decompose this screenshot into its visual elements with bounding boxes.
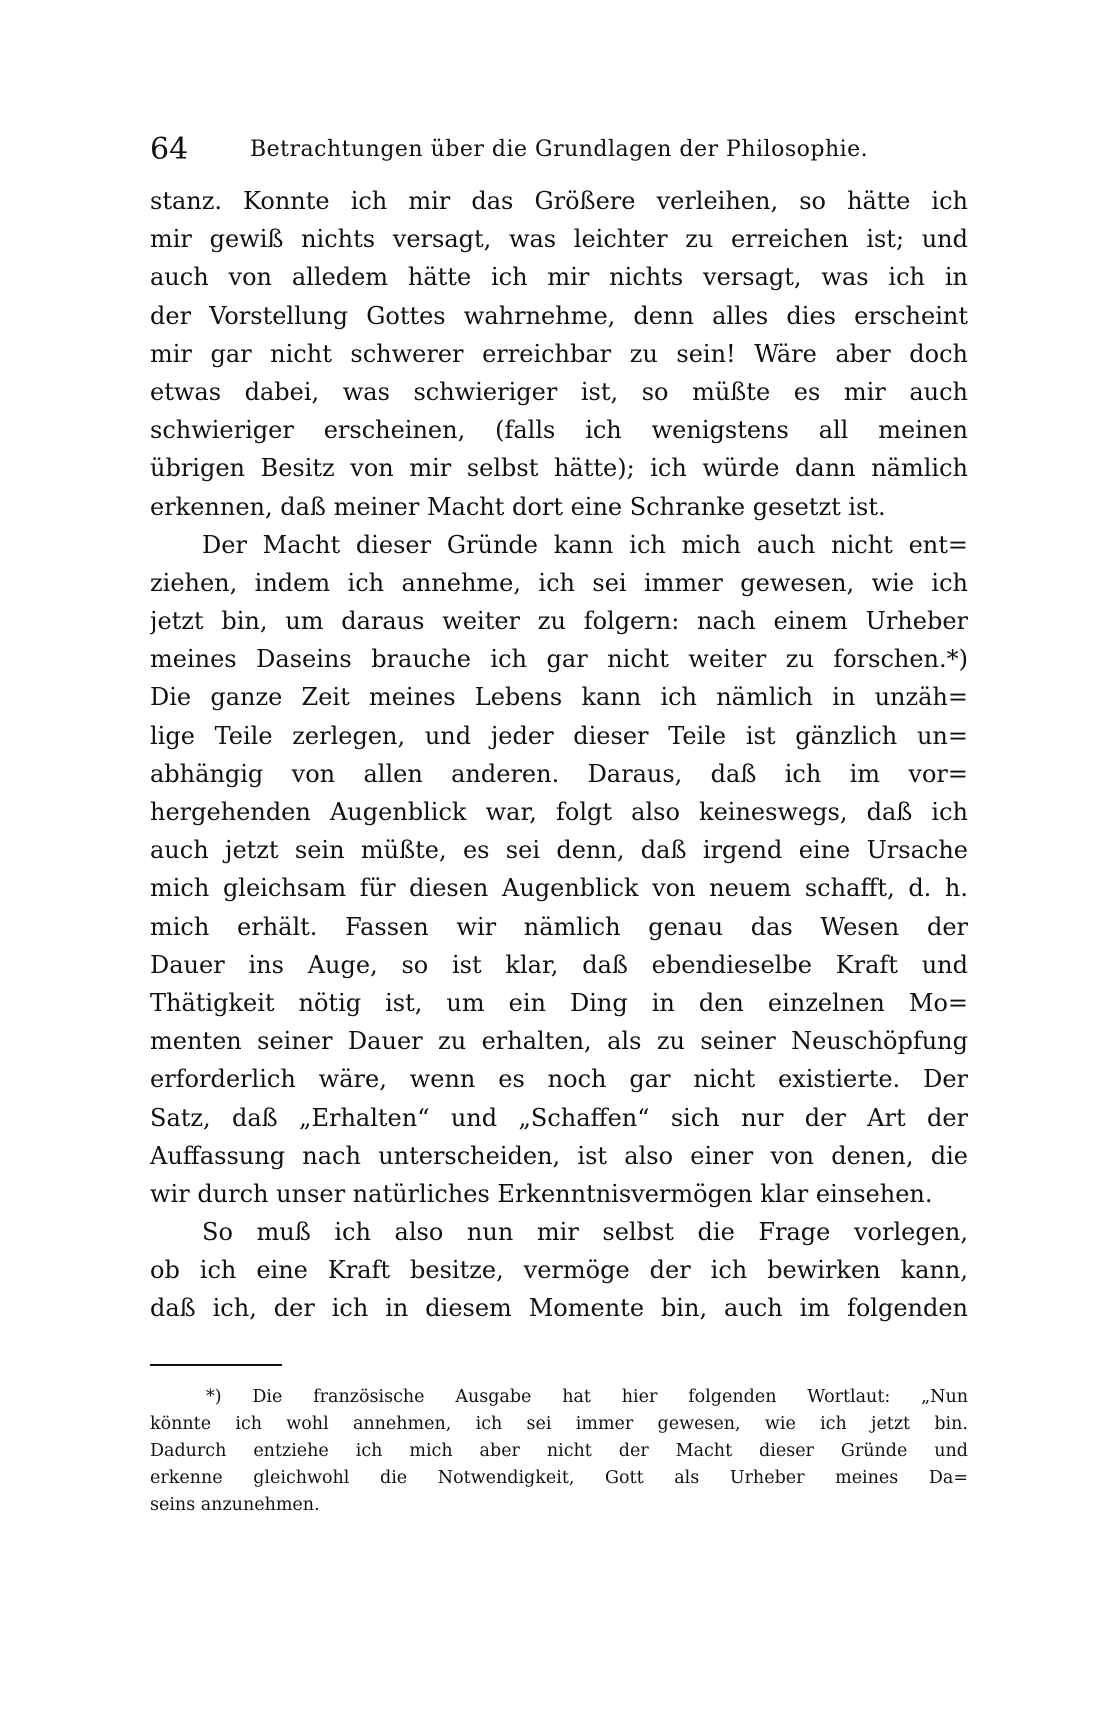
text-line: wir durch unser natürliches Erkenntnisvermögen klar einsehen. bbox=[150, 1179, 933, 1208]
text-line: mich erhält. Fassen wir nämlich genau das Wesen der bbox=[150, 912, 968, 941]
text-line: Der Macht dieser Gründe kann ich mich auch nicht ent= bbox=[202, 530, 968, 559]
text-line: meines Daseins brauche ich gar nicht weiter zu forschen.*) bbox=[150, 645, 968, 674]
text-line: ziehen, indem ich annehme, ich sei immer gewesen, wie ich bbox=[150, 568, 968, 597]
text-line: Satz, daß „Erhalten“ und „Schaffen“ sich nur der Art der bbox=[150, 1103, 968, 1132]
footnote-line: seins anzunehmen. bbox=[150, 1495, 320, 1515]
text-line: der Vorstellung Gottes wahrnehme, denn alles dies erscheint bbox=[150, 301, 968, 330]
footnote-divider bbox=[150, 1364, 282, 1366]
footnote bbox=[150, 1384, 968, 1519]
text-line: jetzt bin, um daraus weiter zu folgern: nach einem Urheber bbox=[150, 607, 968, 636]
text-line: auch von alledem hätte ich mir nichts versagt, was ich in bbox=[150, 263, 968, 292]
main-text bbox=[150, 182, 968, 1328]
text-line: hergehenden Augenblick war, folgt also keineswegs, daß ich bbox=[150, 798, 968, 826]
text-line: erforderlich wäre, wenn es noch gar nicht existierte. Der bbox=[150, 1065, 968, 1094]
text-line: ob ich eine Kraft besitze, vermöge der ich bewirken kann, bbox=[150, 1256, 968, 1285]
footnote-line: Dadurch entziehe ich mich aber nicht der Macht dieser Gründe und bbox=[150, 1441, 968, 1461]
text-line: menten seiner Dauer zu erhalten, als zu seiner Neuschöpfung bbox=[150, 1027, 968, 1056]
text-line: übrigen Besitz von mir selbst hätte); ich würde dann nämlich bbox=[150, 454, 968, 483]
footnote-line: erkenne gleichwohl die Notwendigkeit, Gott als Urheber meines Da= bbox=[150, 1468, 968, 1488]
text-line: Dauer ins Auge, so ist klar, daß ebendieselbe Kraft und bbox=[150, 950, 968, 979]
text-line: schwieriger erscheinen, (falls ich wenigstens all meinen bbox=[150, 416, 968, 445]
text-line: Auffassung nach unterscheiden, ist also einer von denen, die bbox=[150, 1141, 968, 1170]
text-line: erkennen, daß meiner Macht dort eine Schranke gesetzt ist. bbox=[150, 492, 886, 521]
page-number: 64 bbox=[150, 132, 189, 167]
footnote-line: könnte ich wohl annehmen, ich sei immer gewesen, wie ich jetzt bin. bbox=[150, 1414, 968, 1434]
text-line: mich gleichsam für diesen Augenblick von neuem schafft, d. h. bbox=[150, 874, 968, 903]
running-head: Betrachtungen über die Grundlagen der Philosophie. bbox=[250, 137, 869, 162]
text-line: mir gar nicht schwerer erreichbar zu sein! Wäre aber doch bbox=[150, 339, 968, 368]
text-line: mir gewiß nichts versagt, was leichter zu erreichen ist; und bbox=[150, 225, 968, 254]
text-line: stanz. Konnte ich mir das Größere verleihen, so hätte ich bbox=[150, 187, 968, 215]
text-line: etwas dabei, was schwieriger ist, so müßte es mir auch bbox=[150, 377, 968, 406]
text-line: daß ich, der ich in diesem Momente bin, auch im folgenden bbox=[150, 1294, 968, 1323]
text-line: auch jetzt sein müßte, es sei denn, daß irgend eine Ursache bbox=[150, 836, 968, 865]
footnote-line: *) Die französische Ausgabe hat hier folgenden Wortlaut: „Nun bbox=[206, 1387, 968, 1407]
text-line: So muß ich also nun mir selbst die Frage vorlegen, bbox=[202, 1218, 968, 1247]
text-line: abhängig von allen anderen. Daraus, daß ich im vor= bbox=[150, 759, 968, 788]
text-line: Die ganze Zeit meines Lebens kann ich nämlich in unzäh= bbox=[150, 683, 968, 712]
page-header bbox=[150, 130, 970, 170]
text-line: Thätigkeit nötig ist, um ein Ding in den einzelnen Mo= bbox=[150, 988, 968, 1017]
text-line: lige Teile zerlegen, und jeder dieser Teile ist gänzlich un= bbox=[150, 721, 968, 750]
